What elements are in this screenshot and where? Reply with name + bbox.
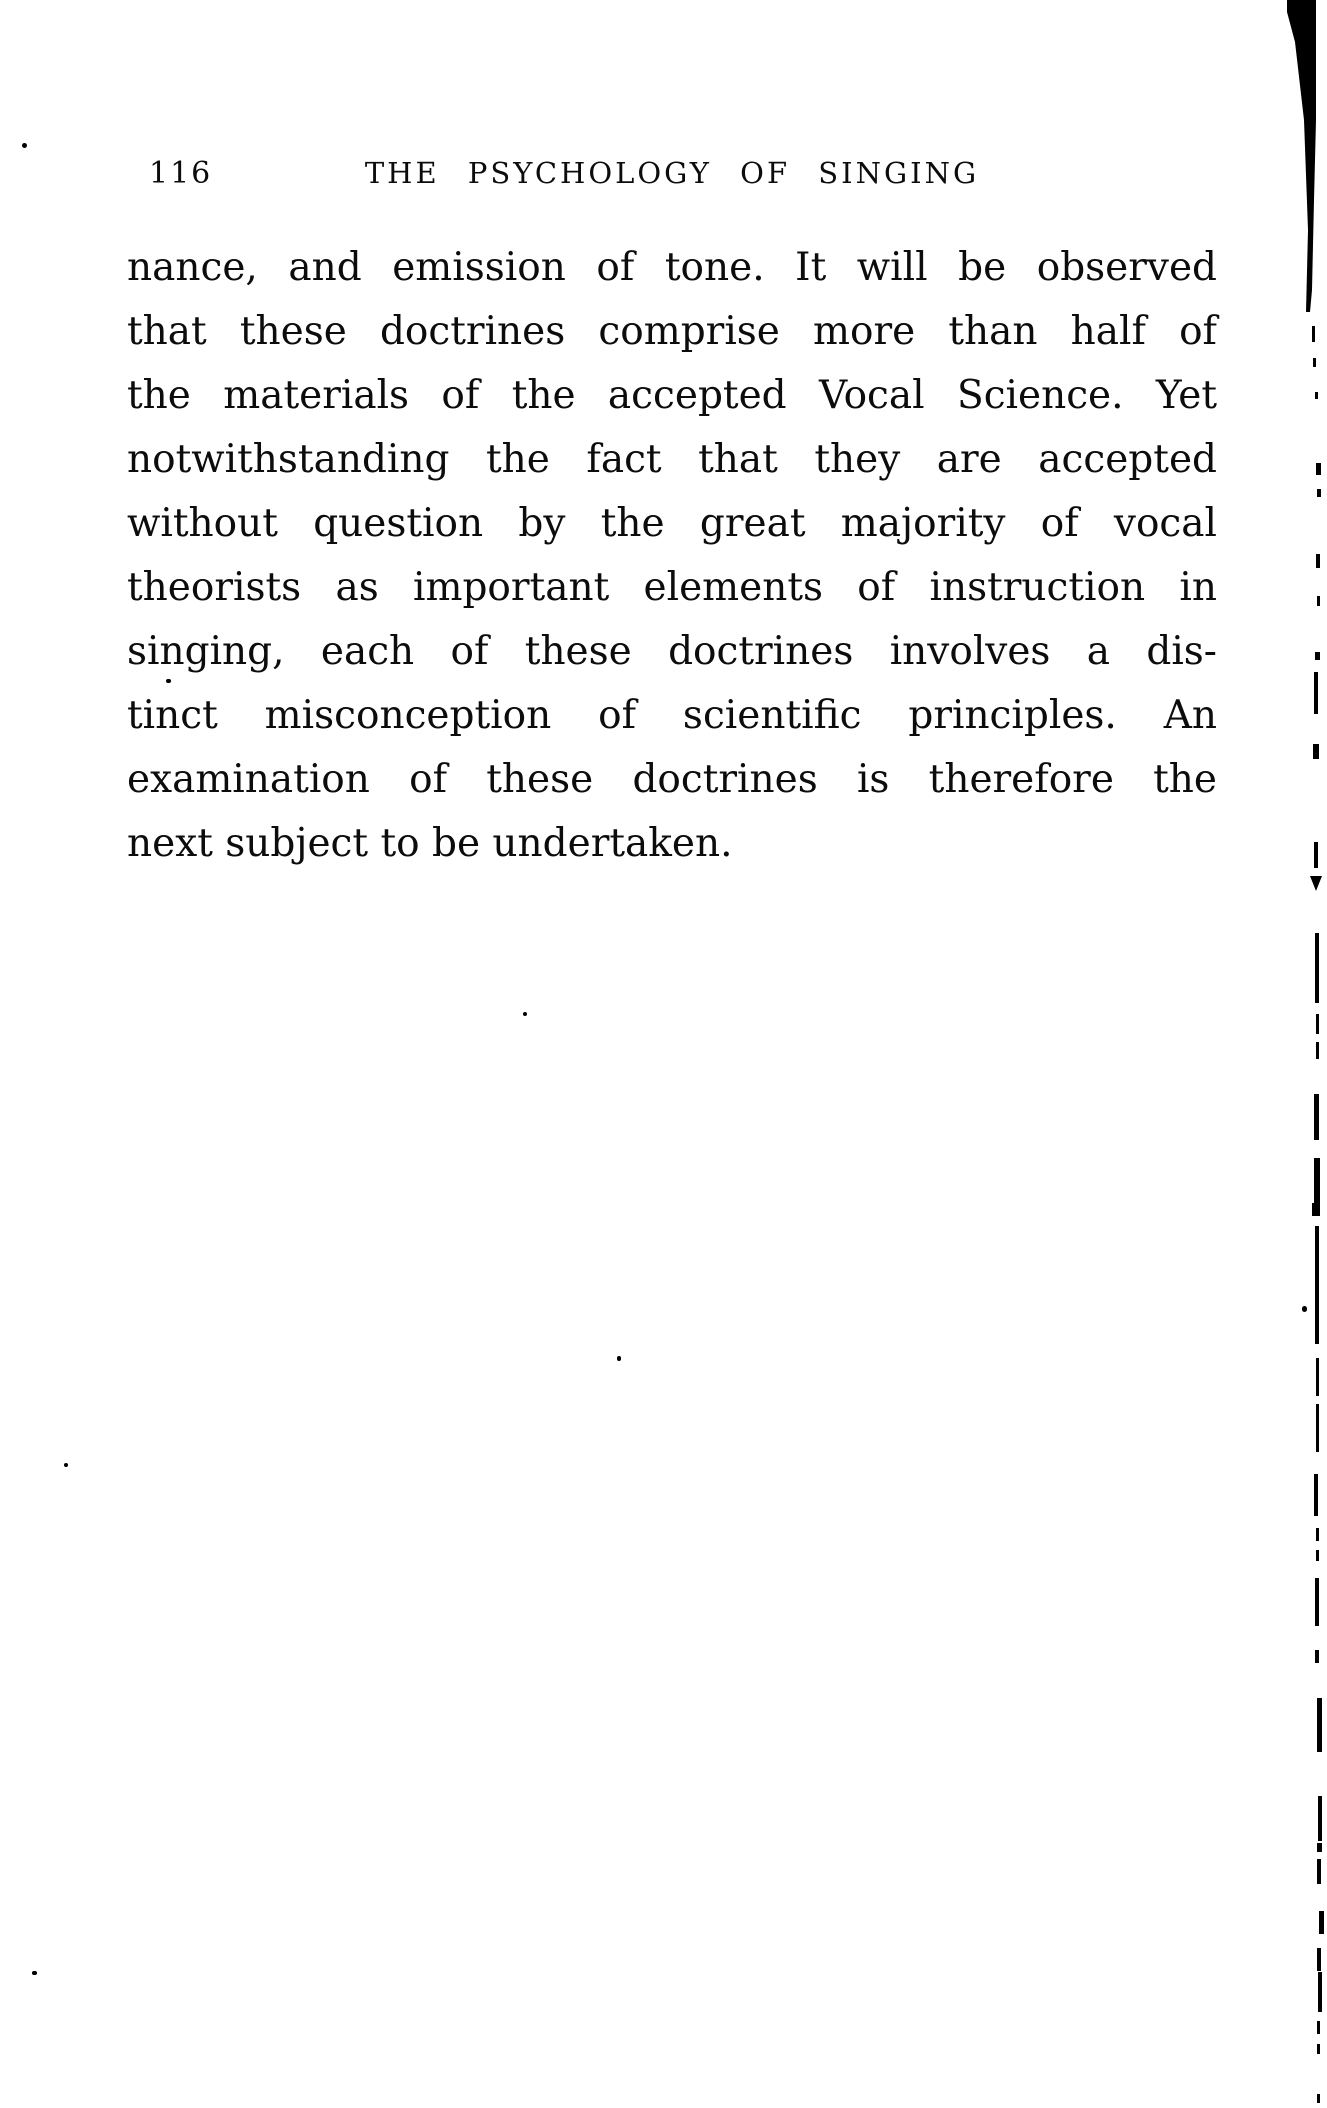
ink-mark: [1316, 1042, 1319, 1059]
ink-mark: [1313, 744, 1319, 759]
ink-mark: [1318, 1972, 1322, 2012]
ink-mark: [1315, 933, 1319, 1003]
ink-mark: [1314, 842, 1318, 868]
ink-mark: [1317, 2094, 1320, 2103]
ink-mark: [1312, 1203, 1320, 1216]
ink-mark: [1316, 1404, 1319, 1452]
text-line: examination of these doctrines is therefore the: [127, 757, 1217, 802]
ink-mark: [1317, 489, 1321, 497]
text-line: tinct misconception of scientific principles. An: [127, 693, 1217, 738]
binding-shadow-wedge: [1277, 0, 1327, 360]
ink-mark: [1316, 1014, 1319, 1034]
text-line: theorists as important elements of instruction in: [127, 565, 1217, 610]
ink-mark: [22, 143, 27, 148]
ink-mark: [1316, 554, 1320, 568]
ink-mark: [1316, 1528, 1319, 1541]
ink-mark: [523, 1012, 527, 1016]
page-number: 116: [149, 156, 213, 191]
ink-mark: [1315, 392, 1318, 399]
text-line: notwithstanding the fact that they are accepted: [127, 437, 1217, 482]
page-header-title: THE PSYCHOLOGY OF SINGING: [364, 156, 980, 190]
text-line: nance, and emission of tone. It will be observed: [127, 245, 1217, 290]
ink-mark: [1316, 1358, 1319, 1396]
running-header: [127, 156, 1217, 196]
ink-mark: [1315, 1650, 1319, 1663]
ink-mark: [1316, 463, 1321, 475]
ink-mark: [1314, 1474, 1318, 1516]
ink-mark: [617, 1356, 621, 1361]
ink-mark: [1314, 1094, 1319, 1140]
ink-mark: [1312, 326, 1315, 342]
ink-mark: [1319, 1911, 1324, 1934]
ink-mark: [1317, 2044, 1320, 2054]
ink-mark: [1317, 1859, 1321, 1884]
text-line: the materials of the accepted Vocal Science. Yet: [127, 373, 1217, 418]
ink-mark: [1317, 596, 1320, 606]
ink-mark: [1314, 1158, 1320, 1214]
ink-mark: [1317, 1698, 1322, 1752]
ink-mark: [1317, 2021, 1320, 2034]
paragraph-block: [127, 236, 1217, 876]
ink-mark: [1317, 1843, 1322, 1852]
ink-mark: [1318, 1796, 1322, 1841]
ink-mark: [1316, 1550, 1319, 1561]
ink-mark: [1315, 1578, 1319, 1626]
ink-mark: [1313, 358, 1316, 367]
text-line: next subject to be undertaken.: [127, 821, 733, 866]
ink-mark: [64, 1463, 68, 1467]
ink-mark: [1317, 1948, 1321, 1971]
ink-triangle-mark: [1310, 876, 1322, 891]
ink-mark: [32, 1971, 37, 1975]
ink-mark: [1314, 672, 1318, 714]
ink-mark: [1302, 1306, 1307, 1312]
ink-mark: [1315, 1226, 1319, 1344]
ink-mark: [1315, 652, 1320, 660]
text-line: singing, each of these doctrines involves a dis-: [127, 629, 1217, 674]
text-line: without question by the great majority of vocal: [127, 501, 1217, 546]
text-line: that these doctrines comprise more than half of: [127, 309, 1217, 354]
